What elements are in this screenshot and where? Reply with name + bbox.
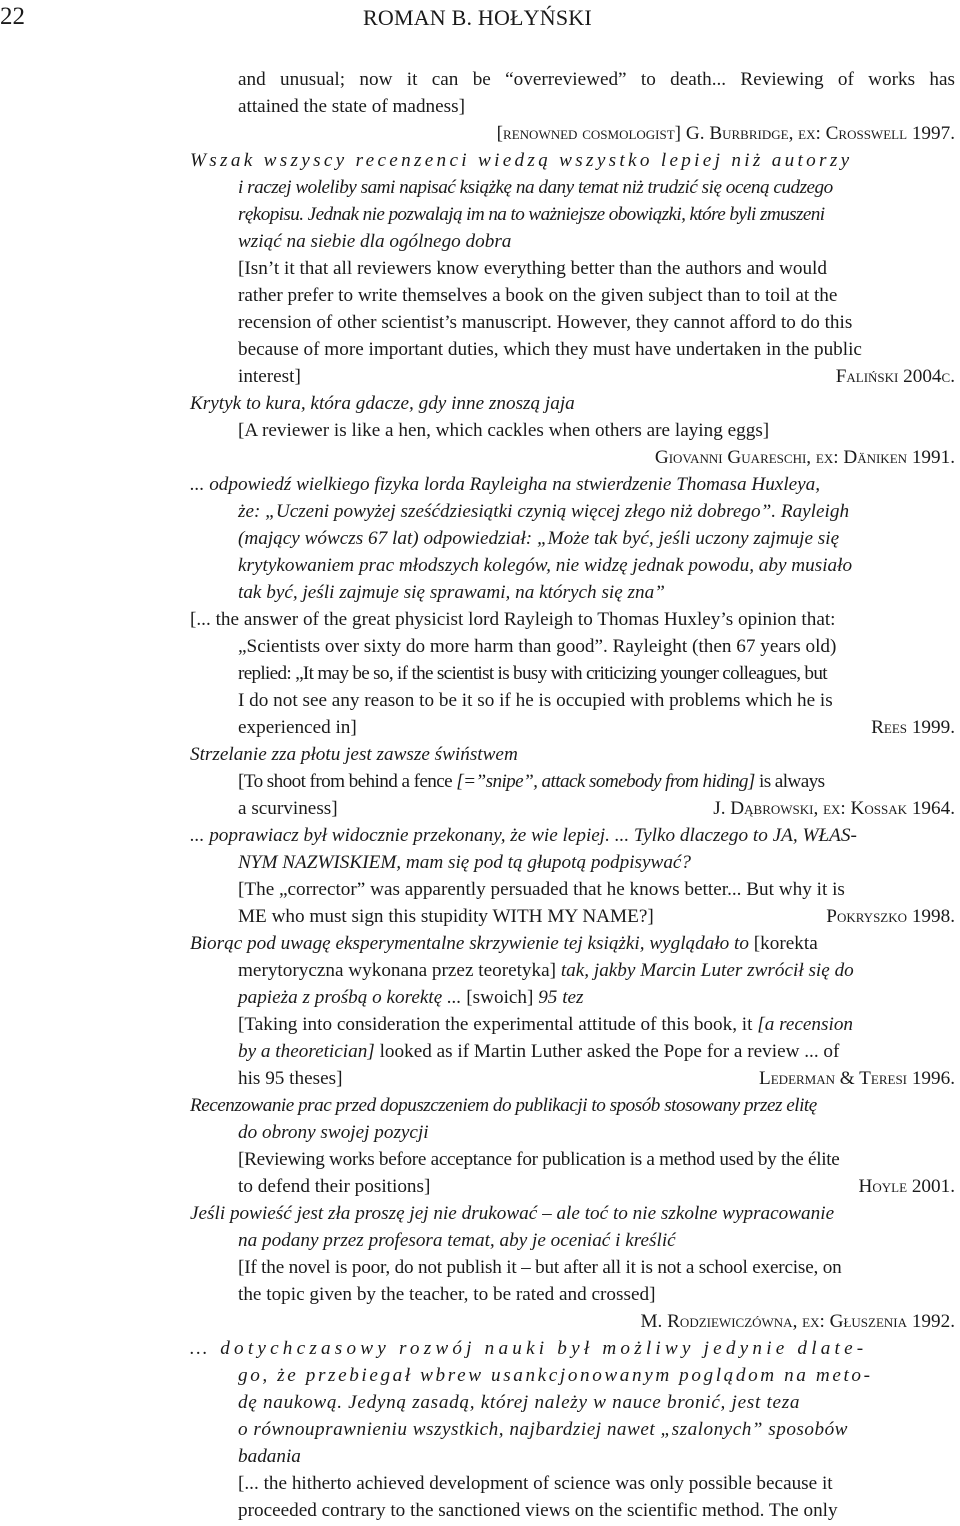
- polish-line: że: „Uczeni powyżej sześćdziesiątki czynią więcej złego niż dobrego”. Rayleigh: [238, 501, 850, 522]
- polish-line: [190, 957, 955, 984]
- citation: Lederman & Teresi 1996.: [759, 1068, 955, 1089]
- quote-entry-1: [190, 66, 955, 147]
- translation-line: [190, 1038, 955, 1065]
- polish-line: go, że przebiegał wbrew usankcjonowanym poglądom na meto-: [238, 1365, 873, 1386]
- translation-line: attained the state of madness]: [238, 96, 465, 117]
- citation: Giovanni Guareschi, ex: Däniken 1991.: [654, 447, 955, 468]
- translation-line: experienced in]: [238, 717, 357, 738]
- citation-row: [190, 363, 955, 390]
- translation-line: [The „corrector” was apparently persuaded that he knows better... But why it is: [238, 879, 845, 900]
- translation-line: replied: „It may be so, if the scientist is busy with criticizing younger colleagues, but: [238, 663, 827, 684]
- translation-part: looked as if Martin Luther asked the Pope for a review ... of: [374, 1041, 840, 1062]
- citation: Faliński 2004c.: [835, 366, 955, 387]
- translation-line: a scurviness]: [238, 798, 338, 819]
- quote-entry-5: [190, 741, 955, 822]
- citation: Pokryszko 1998.: [826, 906, 955, 927]
- quote-entry-10: [190, 1335, 955, 1524]
- translation-line: and unusual; now it can be “overreviewed” to death... Reviewing of works has: [238, 69, 955, 90]
- translation-gloss: [a recension: [757, 1014, 854, 1035]
- body-text: [190, 66, 955, 1524]
- translation-line: because of more important duties, which they must have undertaken in the public: [238, 339, 862, 360]
- polish-line: ... odpowiedź wielkiego fizyka lorda Rayleigha na stwierdzenie Thomasa Huxleya,: [190, 474, 821, 495]
- citation-row: [190, 1173, 955, 1200]
- polish-line: na podany przez profesora temat, aby je oceniać i kreślić: [238, 1230, 676, 1251]
- translation-line: „Scientists over sixty do more harm than good”. Rayleight (then 67 years old): [238, 636, 837, 657]
- polish-line: Wszak wszyscy recenzenci wiedzą wszystko lepiej niż autorzy: [190, 150, 853, 171]
- polish-insert: [korekta: [753, 933, 818, 954]
- translation-part: is always: [754, 771, 825, 792]
- polish-line: wziąć na siebie dla ogólnego dobra: [238, 231, 512, 252]
- translation-part: [Taking into consideration the experimental attitude of this book, it: [238, 1014, 758, 1035]
- quote-entry-9: [190, 1200, 955, 1335]
- polish-line: tak być, jeśli zajmuje się sprawami, na których się zna”: [238, 582, 665, 603]
- translation-line: to defend their positions]: [238, 1176, 431, 1197]
- translation-gloss: by a theoretician]: [238, 1041, 375, 1062]
- polish-line: [190, 930, 955, 957]
- polish-line: do obrony swojej pozycji: [238, 1122, 429, 1143]
- translation-line: [Isn’t it that all reviewers know everything better than the authors and would: [238, 258, 827, 279]
- polish-insert: merytoryczna wykonana przez teoretyka]: [238, 960, 557, 981]
- translation-line: [A reviewer is like a hen, which cackles when others are laying eggs]: [238, 420, 770, 441]
- translation-line: ME who must sign this stupidity WITH MY NAME?]: [238, 906, 654, 927]
- translation-line: [190, 768, 955, 795]
- polish-line: [190, 984, 955, 1011]
- citation: Rees 1999.: [871, 717, 955, 738]
- running-head: ROMAN B. HOŁYŃSKI: [363, 5, 592, 30]
- translation-line: proceeded contrary to the sanctioned views on the scientific method. The only: [238, 1500, 838, 1521]
- citation: J. Dąbrowski, ex: Kossak 1964.: [713, 798, 955, 819]
- polish-line: badania: [238, 1446, 301, 1467]
- translation-line: his 95 theses]: [238, 1068, 343, 1089]
- page-number: 22: [0, 3, 25, 30]
- polish-line: ... poprawiacz był widocznie przekonany, że wie lepiej. ... Tylko dlaczego to JA, WŁAS-: [190, 825, 857, 846]
- citation: [renowned cosmologist] G. Burbridge, ex: Crosswell 1997.: [496, 123, 955, 144]
- polish-line: Krytyk to kura, która gdacze, gdy inne znoszą jaja: [190, 393, 575, 414]
- polish-line: Jeśli powieść jest zła proszę jej nie drukować – ale toć to nie szkolne wypracowanie: [190, 1203, 835, 1224]
- polish-line: dę naukową. Jedyną zasadą, której należy w nauce bronić, jest teza: [238, 1392, 801, 1413]
- translation-line: recension of other scientist’s manuscript. However, they cannot afford to do this: [238, 312, 853, 333]
- translation-part: [To shoot from behind a fence: [238, 771, 457, 792]
- polish-line: Recenzowanie prac przed dopuszczeniem do publikacji to sposób stosowany przez elitę: [190, 1095, 817, 1116]
- quote-entry-7: [190, 930, 955, 1092]
- citation-row: [190, 714, 955, 741]
- citation-row: [190, 1065, 955, 1092]
- quote-entry-6: [190, 822, 955, 930]
- polish-line: NYM NAZWISKIEM, mam się pod tą głupotą podpisywać?: [238, 852, 692, 873]
- citation-row: [190, 903, 955, 930]
- polish-line: Strzelanie zza płotu jest zawsze świństwem: [190, 744, 518, 765]
- polish-line: i raczej woleliby sami napisać książkę na dany temat niż trudzić się oceną cudzego: [238, 177, 833, 198]
- polish-line: rękopisu. Jednak nie pozwalają im na to ważniejsze obowiązki, które byli zmuszeni: [238, 204, 825, 225]
- polish-line: o równouprawnieniu wszystkich, najbardziej nawet „szalonych” sposobów: [238, 1419, 848, 1440]
- translation-line: rather prefer to write themselves a book on the given subject than to toil at the: [238, 285, 838, 306]
- translation-line: I do not see any reason to be it so if he is occupied with problems which he is: [238, 690, 833, 711]
- translation-line: [If the novel is poor, do not publish it – but after all it is not a school exercise, on: [238, 1257, 842, 1278]
- quote-entry-4: [190, 471, 955, 741]
- polish-line: krytykowaniem prac młodszych kolegów, nie widzę jednak powodu, aby musiało: [238, 555, 853, 576]
- translation-gloss: [=”snipe”, attack somebody from hiding]: [456, 771, 755, 792]
- translation-line: [... the answer of the great physicist lord Rayleigh to Thomas Huxley’s opinion that:: [190, 609, 836, 630]
- translation-line: interest]: [238, 366, 301, 387]
- citation: Hoyle 2001.: [858, 1176, 955, 1197]
- translation-line: [190, 1011, 955, 1038]
- polish-insert: [swoich]: [466, 987, 534, 1008]
- polish-line: (mający wówczs 67 lat) odpowiedział: „Może tak być, jeśli uczony zajmuje się: [238, 528, 840, 549]
- quote-entry-8: [190, 1092, 955, 1200]
- quote-entry-3: [190, 390, 955, 471]
- citation: M. Rodziewiczówna, ex: Głuszenia 1992.: [640, 1311, 955, 1332]
- quote-entry-2: [190, 147, 955, 390]
- citation-row: [190, 795, 955, 822]
- polish-part: Biorąc pod uwagę eksperymentalne skrzywienie tej książki, wyglądało to: [190, 933, 754, 954]
- translation-line: [Reviewing works before acceptance for publication is a method used by the élite: [238, 1149, 840, 1170]
- polish-part: tak, jakby Marcin Luter zwrócił się do: [556, 960, 854, 981]
- polish-part: 95 tez: [533, 987, 584, 1008]
- translation-line: the topic given by the teacher, to be rated and crossed]: [238, 1284, 656, 1305]
- polish-part: papieża z prośbą o korektę ...: [238, 987, 467, 1008]
- polish-line: … dotychczasowy rozwój nauki był możliwy jedynie dlate-: [190, 1338, 868, 1359]
- translation-line: [... the hitherto achieved development of science was only possible because it: [238, 1473, 833, 1494]
